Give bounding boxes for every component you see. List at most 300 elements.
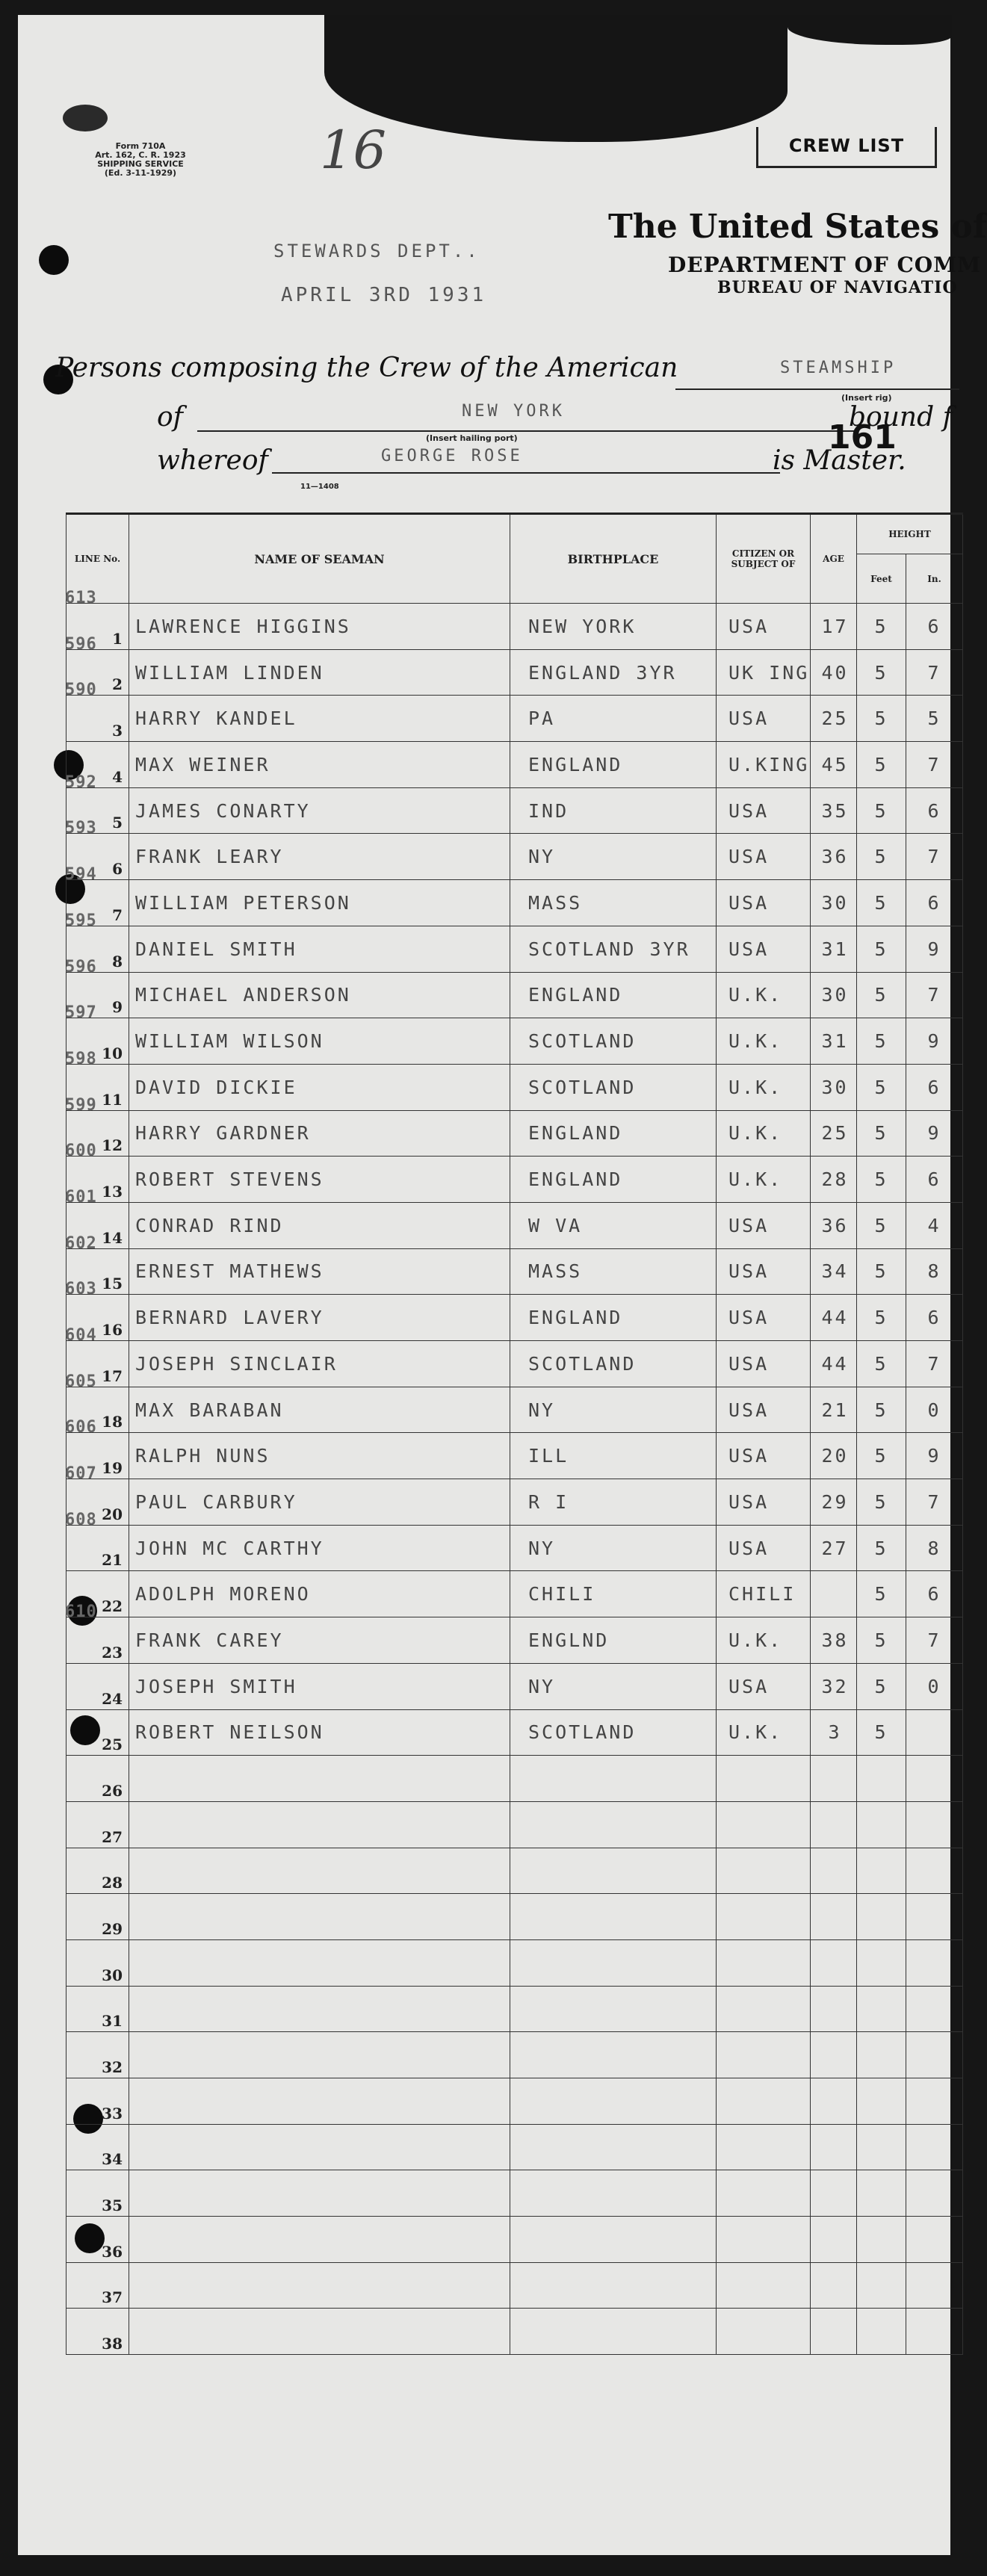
line-number-cell	[66, 1939, 129, 1986]
birthplace-cell	[510, 2032, 717, 2078]
height-inches-cell: 0	[906, 1663, 963, 1709]
line-number-cell	[66, 1756, 129, 1802]
line-number: 29	[102, 1919, 123, 1938]
hailing-port: NEW YORK	[462, 402, 565, 421]
citizenship-cell: USA	[717, 1341, 811, 1387]
height-inches-cell: 8	[906, 1525, 963, 1571]
age-cell: 30	[811, 1064, 857, 1110]
age-cell: 25	[811, 696, 857, 742]
table-row	[66, 2078, 963, 2125]
line-number: 20	[102, 1505, 123, 1523]
seaman-name-cell: HARRY GARDNER	[129, 1110, 510, 1157]
line-number: 1	[112, 629, 123, 648]
seaman-name-cell: FRANK CAREY	[129, 1617, 510, 1664]
age-cell: 32	[811, 1663, 857, 1709]
height-feet-cell: 5	[857, 787, 906, 834]
citizenship-cell: CHILI	[717, 1571, 811, 1617]
seaman-id-number: 594	[65, 865, 97, 885]
citizenship-cell	[717, 2262, 811, 2309]
height-feet-cell: 5	[857, 1157, 906, 1203]
line-number: 30	[102, 1966, 123, 1984]
citizenship-cell	[717, 2078, 811, 2125]
height-inches-cell	[906, 1756, 963, 1802]
citizenship-cell: U.K.	[717, 1617, 811, 1664]
height-inches-cell	[906, 2124, 963, 2170]
table-row	[66, 2262, 963, 2309]
birthplace-cell	[510, 2078, 717, 2125]
line-number-cell	[66, 2124, 129, 2170]
birthplace-cell: ENGLAND	[510, 1157, 717, 1203]
table-row	[66, 972, 963, 1018]
seaman-name-cell: CONRAD RIND	[129, 1202, 510, 1248]
table-row	[66, 1801, 963, 1848]
age-cell: 44	[811, 1341, 857, 1387]
height-feet-cell: 5	[857, 1110, 906, 1157]
height-inches-cell: 8	[906, 1248, 963, 1295]
crew-table	[66, 513, 963, 2355]
age-cell: 45	[811, 742, 857, 788]
birthplace-cell	[510, 2170, 717, 2217]
height-feet-cell: 5	[857, 649, 906, 696]
line-number: 18	[102, 1413, 123, 1431]
table-row	[66, 2309, 963, 2355]
line-number: 33	[102, 2104, 123, 2123]
seaman-name-cell: WILLIAM LINDEN	[129, 649, 510, 696]
citizenship-cell: USA	[717, 787, 811, 834]
table-row	[66, 1756, 963, 1802]
line-number-cell	[65, 681, 129, 742]
age-cell: 36	[811, 834, 857, 880]
master-name-rule	[272, 472, 780, 474]
height-feet-cell: 5	[857, 1571, 906, 1617]
seaman-name-cell: BERNARD LAVERY	[129, 1295, 510, 1341]
height-feet-cell: 5	[857, 1663, 906, 1709]
table-row	[66, 1433, 963, 1479]
birthplace-cell	[510, 2262, 717, 2309]
seaman-name-cell: ROBERT NEILSON	[129, 1709, 510, 1756]
citizenship-cell	[717, 1986, 811, 2032]
age-cell	[811, 1571, 857, 1617]
handwritten-mark: 16	[320, 120, 387, 181]
line-number-wrap	[66, 1664, 123, 1709]
birthplace-cell: MASS	[510, 1248, 717, 1295]
height-inches-cell	[906, 2078, 963, 2125]
citizenship-cell: USA	[717, 1479, 811, 1526]
line-number: 31	[102, 2012, 123, 2031]
line-number-cell	[66, 2309, 129, 2355]
line-number-cell	[66, 2032, 129, 2078]
column-header-feet: Feet	[857, 554, 906, 604]
citizenship-cell	[717, 2309, 811, 2355]
age-cell	[811, 2262, 857, 2309]
citizenship-cell: USA	[717, 1387, 811, 1433]
seaman-name-cell: PAUL CARBURY	[129, 1479, 510, 1526]
birthplace-cell: PA	[510, 696, 717, 742]
line-number: 12	[102, 1136, 123, 1155]
table-row	[66, 1387, 963, 1433]
line-number-wrap	[66, 2125, 123, 2170]
line-number: 10	[102, 1044, 123, 1062]
line-number: 15	[102, 1275, 123, 1293]
seaman-name-cell	[129, 2170, 510, 2217]
height-feet-cell	[857, 1894, 906, 1940]
line-number: 26	[102, 1781, 123, 1800]
column-header-inches: In.	[906, 554, 963, 604]
age-cell	[811, 1894, 857, 1940]
height-inches-cell	[906, 2309, 963, 2355]
department-stamp: STEWARDS DEPT..	[273, 241, 480, 261]
agency-title: The United States of	[608, 208, 987, 246]
table-row	[66, 1110, 963, 1157]
height-inches-cell: 6	[906, 1571, 963, 1617]
seaman-id-number: 590	[65, 681, 97, 700]
citizenship-cell	[717, 2217, 811, 2263]
height-feet-cell	[857, 1801, 906, 1848]
punch-hole	[39, 245, 69, 275]
bureau-name: BUREAU OF NAVIGATIO	[717, 278, 958, 297]
age-cell: 27	[811, 1525, 857, 1571]
birthplace-cell: ENGLAND 3YR	[510, 649, 717, 696]
citizenship-cell: U.K.	[717, 1018, 811, 1065]
age-cell: 35	[811, 787, 857, 834]
table-row	[66, 742, 963, 788]
height-feet-cell	[857, 1939, 906, 1986]
age-cell	[811, 1939, 857, 1986]
birthplace-cell: ILL	[510, 1433, 717, 1479]
age-cell	[811, 2032, 857, 2078]
form-info-block	[66, 142, 215, 178]
table-row	[66, 1341, 963, 1387]
seaman-name-cell: JOSEPH SINCLAIR	[129, 1341, 510, 1387]
birthplace-cell: ENGLAND	[510, 1110, 717, 1157]
table-row	[66, 1663, 963, 1709]
citizenship-cell: USA	[717, 1202, 811, 1248]
seaman-name-cell: LAWRENCE HIGGINS	[129, 604, 510, 650]
birthplace-cell: CHILI	[510, 1571, 717, 1617]
table-row	[66, 2170, 963, 2217]
height-feet-cell: 5	[857, 1617, 906, 1664]
height-inches-cell: 6	[906, 604, 963, 650]
line-number: 37	[102, 2288, 123, 2307]
seaman-name-cell: FRANK LEARY	[129, 834, 510, 880]
table-row	[66, 1018, 963, 1065]
line-number: 25	[102, 1736, 123, 1754]
line-number: 24	[102, 1689, 123, 1708]
seaman-name-cell: ERNEST MATHEWS	[129, 1248, 510, 1295]
line-number: 3	[112, 722, 123, 740]
date-stamp: APRIL 3RD 1931	[281, 284, 487, 306]
seaman-id-number: 604	[65, 1326, 97, 1345]
line-number-cell	[66, 2170, 129, 2217]
table-row	[66, 696, 963, 742]
table-row	[66, 1571, 963, 1617]
height-inches-cell: 0	[906, 1387, 963, 1433]
birthplace-cell	[510, 1848, 717, 1894]
form-service: SHIPPING SERVICE	[97, 159, 184, 169]
height-feet-cell: 5	[857, 1479, 906, 1526]
height-feet-cell: 5	[857, 972, 906, 1018]
table-row	[66, 1939, 963, 1986]
line-number-wrap	[66, 2170, 123, 2216]
line-number: 19	[102, 1459, 123, 1478]
height-feet-cell: 5	[857, 1202, 906, 1248]
seaman-name-cell	[129, 1939, 510, 1986]
age-cell: 40	[811, 649, 857, 696]
height-feet-cell	[857, 2217, 906, 2263]
declaration-line-2-suffix: bound f	[849, 402, 953, 433]
height-feet-cell: 5	[857, 926, 906, 972]
torn-paper-edge-small	[788, 15, 952, 45]
line-number: 16	[102, 1321, 123, 1339]
line-number-cell	[66, 1663, 129, 1709]
seaman-name-cell	[129, 1894, 510, 1940]
seaman-name-cell: WILLIAM WILSON	[129, 1018, 510, 1065]
line-number-cell	[66, 1894, 129, 1940]
seaman-id-number: 600	[65, 1142, 97, 1161]
height-inches-cell: 9	[906, 1433, 963, 1479]
citizenship-cell: USA	[717, 604, 811, 650]
age-cell: 44	[811, 1295, 857, 1341]
seaman-id-number: 608	[65, 1510, 97, 1529]
citizenship-cell	[717, 1894, 811, 1940]
age-cell: 36	[811, 1202, 857, 1248]
height-inches-cell: 5	[906, 696, 963, 742]
birthplace-cell	[510, 2124, 717, 2170]
line-number: 36	[102, 2242, 123, 2261]
height-inches-cell	[906, 1801, 963, 1848]
citizenship-cell: USA	[717, 1663, 811, 1709]
seaman-id-number: 598	[65, 1049, 97, 1068]
height-inches-cell: 6	[906, 1064, 963, 1110]
citizenship-cell	[717, 1939, 811, 1986]
height-inches-cell: 6	[906, 1295, 963, 1341]
line-number-cell	[66, 2217, 129, 2263]
height-inches-cell	[906, 1986, 963, 2032]
seaman-name-cell	[129, 1801, 510, 1848]
birthplace-cell	[510, 2309, 717, 2355]
table-row	[66, 880, 963, 926]
age-cell	[811, 2078, 857, 2125]
seaman-id-number: 603	[65, 1280, 97, 1299]
citizenship-cell	[717, 1848, 811, 1894]
birthplace-cell: NEW YORK	[510, 604, 717, 650]
line-number-cell	[66, 1848, 129, 1894]
age-cell: 28	[811, 1157, 857, 1203]
line-number: 9	[112, 998, 123, 1017]
birthplace-cell: SCOTLAND	[510, 1018, 717, 1065]
seaman-name-cell: ADOLPH MORENO	[129, 1571, 510, 1617]
birthplace-cell: ENGLAND	[510, 742, 717, 788]
birthplace-cell: SCOTLAND	[510, 1341, 717, 1387]
table-row	[66, 1617, 963, 1664]
form-article: Art. 162, C. R. 1923	[95, 150, 186, 160]
table-row	[66, 1479, 963, 1526]
citizenship-cell: USA	[717, 926, 811, 972]
table-row	[66, 2124, 963, 2170]
line-number: 7	[112, 905, 123, 924]
line-number: 6	[112, 860, 123, 879]
vessel-type: STEAMSHIP	[780, 359, 897, 377]
citizenship-cell: USA	[717, 834, 811, 880]
height-inches-cell: 6	[906, 880, 963, 926]
form-edition: (Ed. 3-11-1929)	[104, 168, 177, 178]
citizenship-cell: UK ING	[717, 649, 811, 696]
vessel-type-rule	[675, 388, 959, 390]
seaman-id-number: 595	[65, 911, 97, 930]
age-cell: 31	[811, 926, 857, 972]
table-row	[66, 1525, 963, 1571]
torn-paper-edge	[324, 15, 788, 142]
height-inches-cell: 7	[906, 1617, 963, 1664]
line-number: 27	[102, 1827, 123, 1846]
line-number-wrap	[66, 1894, 123, 1939]
citizenship-cell: USA	[717, 880, 811, 926]
height-inches-cell: 7	[906, 1479, 963, 1526]
seaman-name-cell: HARRY KANDEL	[129, 696, 510, 742]
height-inches-cell: 4	[906, 1202, 963, 1248]
line-number-cell	[66, 1709, 129, 1756]
line-number-cell	[66, 2078, 129, 2125]
height-feet-cell	[857, 2309, 906, 2355]
seaman-id-number: 596	[65, 957, 97, 976]
age-cell	[811, 2309, 857, 2355]
height-inches-cell: 7	[906, 742, 963, 788]
birthplace-cell	[510, 1756, 717, 1802]
birthplace-cell: ENGLND	[510, 1617, 717, 1664]
line-number-wrap	[65, 681, 123, 741]
age-cell: 31	[811, 1018, 857, 1065]
age-cell	[811, 1801, 857, 1848]
height-feet-cell: 5	[857, 1433, 906, 1479]
table-row	[66, 787, 963, 834]
height-feet-cell: 5	[857, 880, 906, 926]
line-number: 14	[102, 1228, 123, 1247]
height-inches-cell: 9	[906, 1110, 963, 1157]
line-number-wrap	[66, 2032, 123, 2078]
torn-paper-spot	[63, 105, 108, 131]
height-feet-cell: 5	[857, 834, 906, 880]
line-number: 22	[102, 1597, 123, 1616]
seaman-id-number: 610	[65, 1603, 97, 1622]
line-number: 8	[112, 952, 123, 970]
line-number-wrap	[66, 2217, 123, 2262]
line-number: 23	[102, 1643, 123, 1662]
age-cell	[811, 1756, 857, 1802]
seaman-id-number: 613	[65, 589, 97, 607]
declaration-line-3-suffix: is Master.	[773, 445, 906, 476]
seaman-id-number: 601	[65, 1187, 97, 1207]
height-feet-cell	[857, 2262, 906, 2309]
height-feet-cell	[857, 1756, 906, 1802]
age-cell: 30	[811, 972, 857, 1018]
citizenship-cell	[717, 1756, 811, 1802]
height-feet-cell: 5	[857, 1018, 906, 1065]
table-row	[66, 1848, 963, 1894]
birthplace-cell: W VA	[510, 1202, 717, 1248]
height-feet-cell: 5	[857, 1709, 906, 1756]
height-feet-cell: 5	[857, 1064, 906, 1110]
age-cell: 29	[811, 1479, 857, 1526]
height-inches-cell: 7	[906, 834, 963, 880]
table-row	[66, 1248, 963, 1295]
line-number-wrap	[66, 2263, 123, 2309]
form-number: Form 710A	[115, 141, 166, 151]
seaman-name-cell	[129, 1848, 510, 1894]
age-cell	[811, 2124, 857, 2170]
seaman-name-cell	[129, 1986, 510, 2032]
print-code: 11—1408	[300, 483, 339, 491]
table-row	[66, 649, 963, 696]
birthplace-cell	[510, 1801, 717, 1848]
seaman-id-number: 599	[65, 1095, 97, 1115]
table-row	[66, 1157, 963, 1203]
birthplace-cell	[510, 1939, 717, 1986]
height-feet-cell: 5	[857, 1295, 906, 1341]
birthplace-cell: SCOTLAND 3YR	[510, 926, 717, 972]
age-cell: 20	[811, 1433, 857, 1479]
line-number: 11	[102, 1090, 123, 1109]
seaman-id-number: 597	[65, 1003, 97, 1023]
seaman-id-number: 593	[65, 819, 97, 838]
table-row	[66, 1295, 963, 1341]
seaman-name-cell	[129, 2124, 510, 2170]
seaman-name-cell: RALPH NUNS	[129, 1433, 510, 1479]
height-inches-cell: 7	[906, 1341, 963, 1387]
height-inches-cell	[906, 2217, 963, 2263]
age-cell: 38	[811, 1617, 857, 1664]
seaman-id-number: 592	[65, 773, 97, 792]
seaman-id-number: 606	[65, 1418, 97, 1437]
age-cell: 30	[811, 880, 857, 926]
citizenship-cell: USA	[717, 1525, 811, 1571]
height-feet-cell: 5	[857, 604, 906, 650]
birthplace-cell: ENGLAND	[510, 1295, 717, 1341]
line-number-wrap	[66, 1756, 123, 1801]
height-feet-cell: 5	[857, 1525, 906, 1571]
line-number-wrap	[66, 2309, 123, 2354]
table-row	[66, 2217, 963, 2263]
column-header-birthplace: BIRTHPLACE	[510, 514, 717, 604]
line-number: 38	[102, 2335, 123, 2353]
seaman-name-cell	[129, 2309, 510, 2355]
table-row	[66, 926, 963, 972]
line-number: 28	[102, 1874, 123, 1892]
line-number: 35	[102, 2196, 123, 2215]
seaman-name-cell	[129, 2217, 510, 2263]
age-cell: 34	[811, 1248, 857, 1295]
line-number-wrap	[66, 1848, 123, 1894]
birthplace-cell: NY	[510, 1663, 717, 1709]
height-feet-cell: 5	[857, 696, 906, 742]
seaman-name-cell	[129, 1756, 510, 1802]
age-cell: 21	[811, 1387, 857, 1433]
hailing-port-caption: (Insert hailing port)	[426, 433, 518, 443]
table-row	[66, 2032, 963, 2078]
seaman-name-cell: WILLIAM PETERSON	[129, 880, 510, 926]
height-feet-cell	[857, 1848, 906, 1894]
citizenship-cell: U.K.	[717, 972, 811, 1018]
age-cell	[811, 2217, 857, 2263]
height-inches-cell	[906, 1848, 963, 1894]
birthplace-cell: IND	[510, 787, 717, 834]
age-cell	[811, 1986, 857, 2032]
table-row	[66, 1202, 963, 1248]
seaman-name-cell: DAVID DICKIE	[129, 1064, 510, 1110]
height-inches-cell: 6	[906, 787, 963, 834]
age-cell	[811, 1848, 857, 1894]
seaman-name-cell: DANIEL SMITH	[129, 926, 510, 972]
seaman-name-cell: ROBERT STEVENS	[129, 1157, 510, 1203]
